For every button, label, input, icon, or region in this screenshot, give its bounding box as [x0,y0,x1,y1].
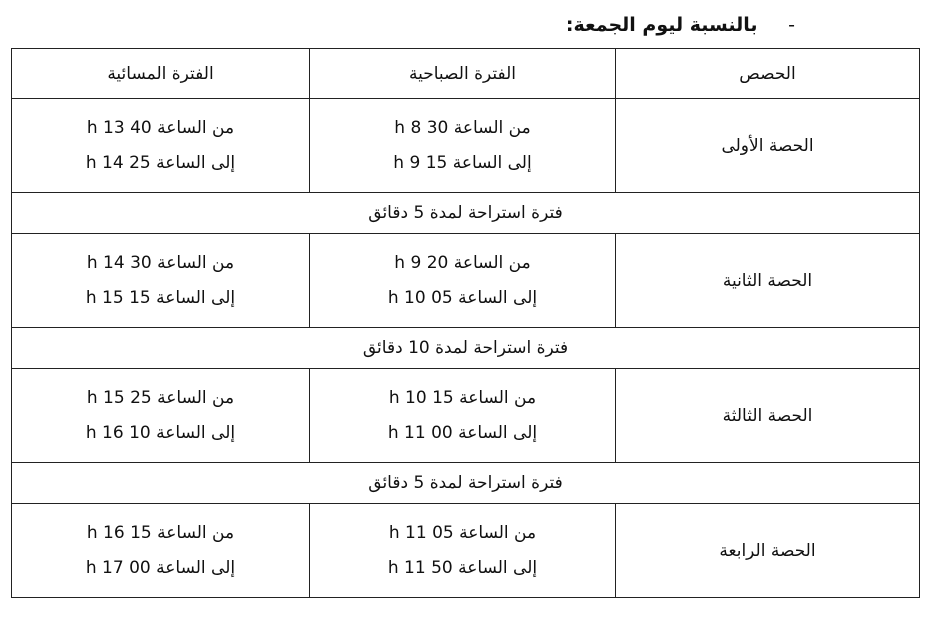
evening-from: من الساعة 15 h 16 [86,522,235,543]
break-cell: فترة استراحة لمدة 5 دقائق [12,193,920,234]
table-row-break-2 [12,328,920,369]
table-row-session-2 [12,234,920,328]
morning-to: إلى الساعة 15 h 9 [393,152,532,173]
session-name: الحصة الرابعة [616,504,920,598]
morning-to: إلى الساعة 50 h 11 [387,557,538,578]
session-name: الحصة الثالثة [616,369,920,463]
morning-from: من الساعة 05 h 11 [388,522,537,543]
evening-to: إلى الساعة 00 h 17 [85,557,236,578]
evening-from: من الساعة 30 h 14 [86,252,235,273]
morning-from: من الساعة 15 h 10 [388,387,537,408]
evening-to: إلى الساعة 10 h 16 [85,422,236,443]
header-sessions: الحصص [616,49,920,99]
break-cell: فترة استراحة لمدة 10 دقائق [12,328,920,369]
session-name: الحصة الأولى [616,99,920,193]
table-row-session-3 [12,369,920,463]
evening-time-cell [12,369,310,463]
session-name: الحصة الثانية [616,234,920,328]
morning-time-cell [310,99,616,193]
evening-to: إلى الساعة 15 h 15 [85,287,236,308]
table-row-break-1 [12,193,920,234]
morning-to: إلى الساعة 00 h 11 [387,422,538,443]
break-cell: فترة استراحة لمدة 5 دقائق [12,463,920,504]
header-morning-period: الفترة الصباحية [310,49,616,99]
heading-text: بالنسبة ليوم الجمعة: [565,14,758,36]
evening-from: من الساعة 40 h 13 [86,117,235,138]
friday-schedule-table [11,48,920,598]
section-heading [566,14,795,36]
morning-from: من الساعة 20 h 9 [394,252,531,273]
table-row-break-3 [12,463,920,504]
table-row-session-4 [12,504,920,598]
morning-time-cell [310,369,616,463]
morning-to: إلى الساعة 05 h 10 [387,287,538,308]
heading-bullet: - [788,14,795,36]
header-evening-period: الفترة المسائية [12,49,310,99]
morning-time-cell [310,504,616,598]
evening-time-cell [12,234,310,328]
evening-from: من الساعة 25 h 15 [86,387,235,408]
evening-time-cell [12,99,310,193]
evening-time-cell [12,504,310,598]
table-row-session-1 [12,99,920,193]
table-header-row [12,49,920,99]
morning-from: من الساعة 30 h 8 [394,117,531,138]
morning-time-cell [310,234,616,328]
evening-to: إلى الساعة 25 h 14 [85,152,236,173]
